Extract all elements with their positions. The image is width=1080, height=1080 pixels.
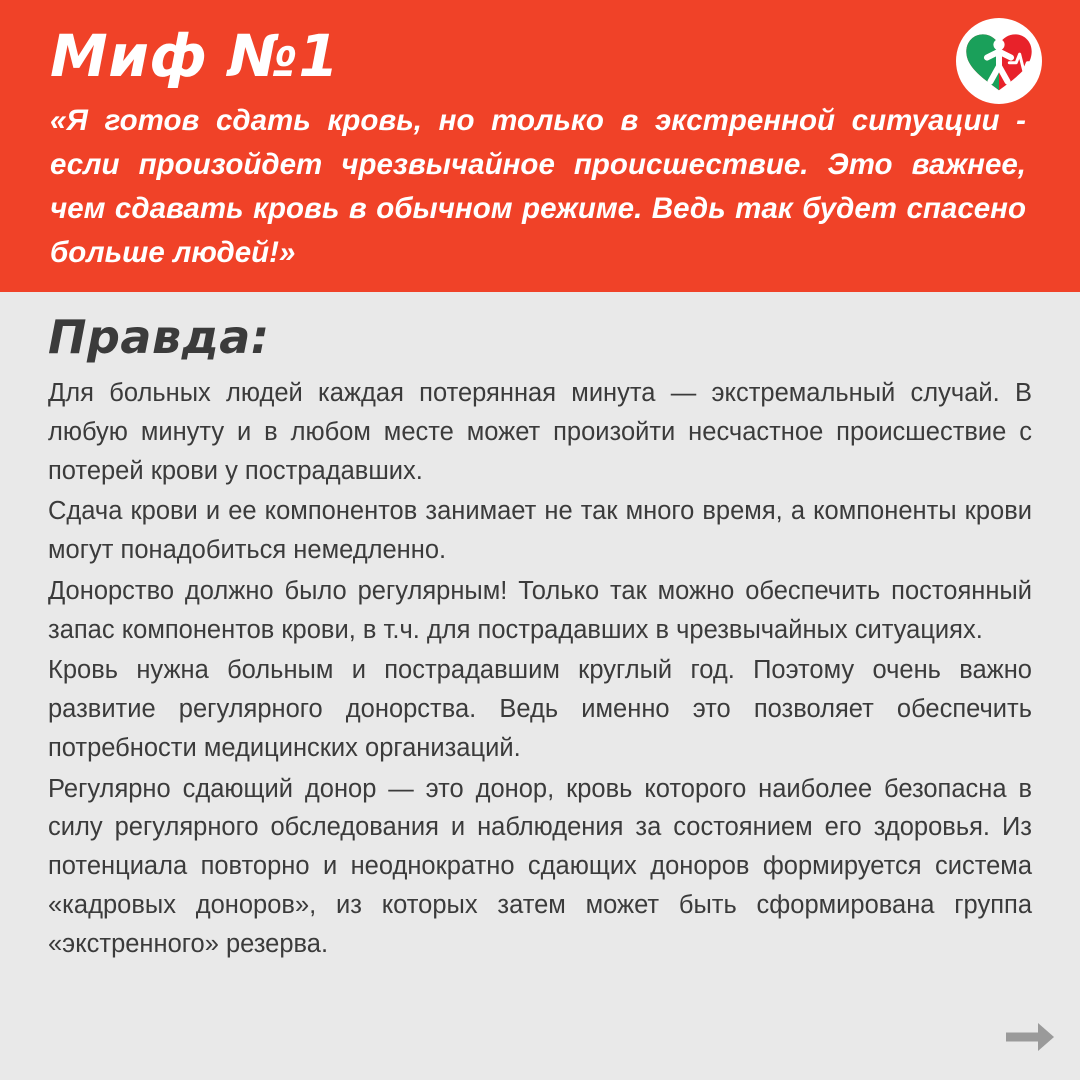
heart-donor-logo-icon [956,18,1042,104]
truth-section [0,292,1080,963]
truth-title: Правда: [48,310,270,364]
myth-title: Миф №1 [50,22,340,90]
truth-paragraph: Донорство должно было регулярным! Только так можно обеспечить постоянный запас компонентов крови, в т.ч. для пострадавших в чрезвычайных ситуациях. [48,576,1032,644]
myth-quote: «Я готов сдать кровь, но только в экстренной ситуации - если произойдет чрезвычайное происшествие. Это важнее, чем сдавать кровь в обычном режиме. Ведь так будет спасено больше людей!» [50,103,1026,269]
arrow-right-icon[interactable] [1004,1016,1056,1058]
truth-paragraph: Для больных людей каждая потерянная минута — экстремальный случай. В любую минуту и в любом месте может произойти несчастное происшествие с потерей крови у пострадавших. [48,379,1032,485]
truth-paragraph: Сдача крови и ее компонентов занимает не так много время, а компоненты крови могут понадобиться немедленно. [48,497,1032,564]
truth-paragraph: Кровь нужна больным и пострадавшим круглый год. Поэтому очень важно развитие регулярного донорства. Ведь именно это позволяет обеспечить потребности медицинских организаций. [48,656,1032,762]
header-banner [0,0,1080,292]
truth-paragraph: Регулярно сдающий донор — это донор, кровь которого наиболее безопасна в силу регулярного обследования и наблюдения за состоянием его здоровья. Из потенциала повторно и неоднократно сдающих доноров формируется система «кадровых доноров», из которых затем может быть сформирована группа «экстренного» резерва. [48,774,1032,958]
